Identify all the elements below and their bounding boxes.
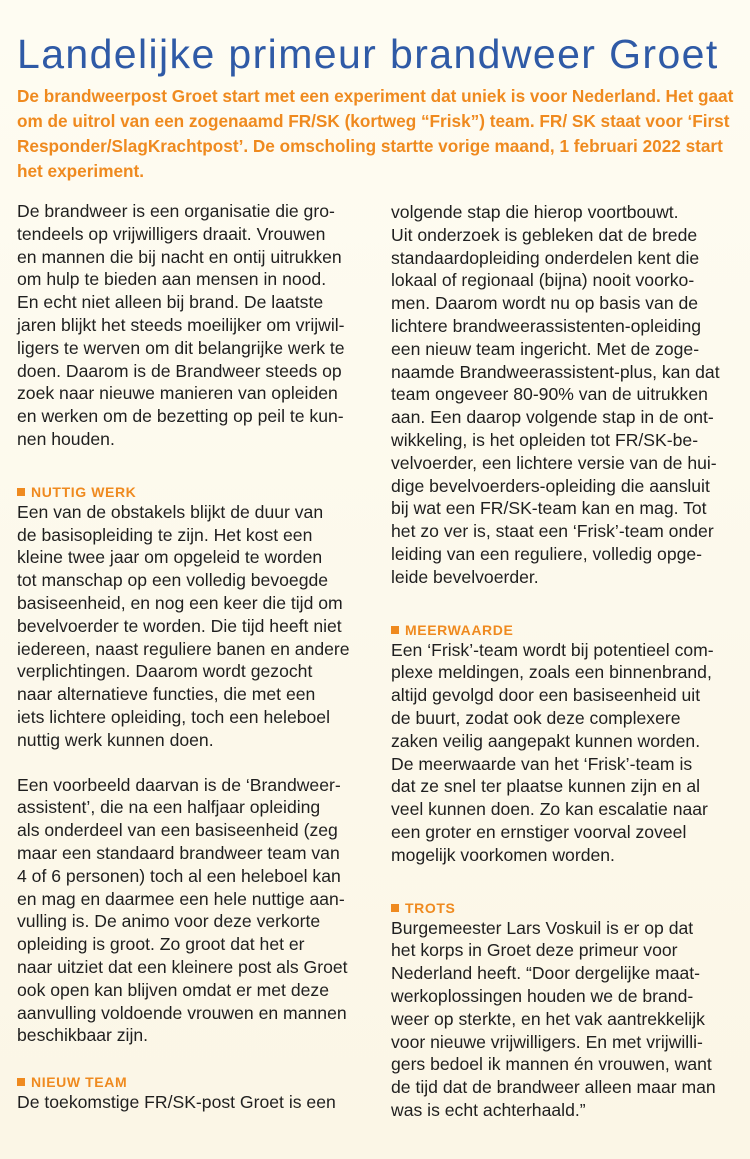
nuttig-werk-paragraph-1: Een van de obstakels blijkt de duur van de basisopleiding te zijn. Het kost een kleine twee jaar om opgeleid te worden tot manschap op een volledig bevoegde basiseenheid, en nog een keer die tijd om bevelvoerder te worden. Die tijd heeft niet iedereen, naast reguliere banen en andere verplichtingen. Daarom wordt gezocht naar alternatieve functies, die met een iets lichtere opleiding, toch een heleboel nuttig werk kunnen doen. <box>17 501 350 750</box>
section-heading-nuttig-werk: NUTTIG WERK <box>17 483 379 501</box>
bullet-square-icon <box>17 1078 25 1086</box>
section-heading-nieuw-team: NIEUW TEAM <box>17 1073 379 1091</box>
article-lead: De brandweerpost Groet start met een experiment dat uniek is voor Nederland. Het gaat om de uitrol van een zogenaamd FR/SK (kortweg “Frisk”) team. FR/ SK staat voor ‘First Responder/SlagKrachtpost’. De omscholing startte vorige maand, 1 februari 2022 start het experiment. <box>17 86 734 181</box>
right-column <box>391 201 748 1122</box>
section-spacer <box>17 451 379 483</box>
section-heading-trots: TROTS <box>391 899 748 917</box>
nuttig-werk-paragraph-2: Een voorbeeld daarvan is de ‘Brandweer- assistent’, die na een halfjaar opleiding als onderdeel van een basiseenheid (zeg maar een standaard brandweer team van 4 of 6 personen) toch al een heleboel kan en mag en daarmee een hele nuttige aan- vulling is. De animo voor deze verkorte opleiding is groot. Zo groot dat het er naar uitziet dat een kleinere post als Groet ook open kan blijven omdat er met deze aanvulling voldoende vrouwen en mannen beschikbaar zijn. <box>17 774 348 1046</box>
intro-paragraph: De brandweer is een organisatie die gro- tendeels op vrijwilligers draait. Vrouwen en mannen die bij nacht en ontij uitrukken om hulp te bieden aan mensen in nood. En echt niet alleen bij brand. De laatste jaren blijkt het steeds moeilijker om vrijwil- ligers te werven om dit belangrijke werk te doen. Daarom is de Brandweer steeds op zoek naar nieuwe manieren van opleiden en werken om de bezetting op peil te kun- nen houden. <box>17 201 345 449</box>
bullet-square-icon <box>391 626 399 634</box>
section-heading-meerwaarde: MEERWAARDE <box>391 621 748 639</box>
continued-paragraph: volgende stap die hierop voortbouwt. Uit onderzoek is gebleken dat de brede standaardopleiding onderdelen kent die lokaal of regionaal (bijna) nooit voorko- men. Daarom wordt nu op basis van de lichtere brandweerassistenten-opleiding een nieuw team ingericht. Met de zoge- naamde Brandweerassistent-plus, kan dat team ongeveer 80-90% van de uitrukken aan. Een daarop volgende stap in de ont- wikkeling, is het opleiden tot FR/SK-be- velvoerder, een lichtere versie van de hui- dige bevelvoerders-opleiding die aansluit bij wat een FR/SK-team kan en mag. Tot het zo ver is, staat een ‘Frisk’-team onder leiding van een reguliere, volledig opge- leide bevelvoerder. <box>391 202 720 587</box>
section-spacer <box>391 867 748 899</box>
meerwaarde-paragraph: Een ‘Frisk’-team wordt bij potentieel com- plexe meldingen, zoals een binnenbrand, altijd gevolgd door een basiseenheid uit de buurt, zodat ook deze complexere zaken veilig aangepakt kunnen worden. De meerwaarde van het ‘Frisk’-team is dat ze snel ter plaatse kunnen zijn en al veel kunnen doen. Zo kan escalatie naar een groter en ernstiger voorval zoveel mogelijk voorkomen worden. <box>391 639 714 865</box>
nieuw-team-paragraph: De toekomstige FR/SK-post Groet is een <box>17 1092 336 1113</box>
bullet-square-icon <box>17 488 25 496</box>
section-spacer <box>391 589 748 621</box>
article-headline: Landelijke primeur brandweer Groet <box>17 31 719 77</box>
left-column <box>17 200 379 1114</box>
section-spacer <box>17 1047 379 1073</box>
bullet-square-icon <box>391 904 399 912</box>
trots-paragraph: Burgemeester Lars Voskuil is er op dat het korps in Groet deze primeur voor Nederland heeft. “Door dergelijke maat- werkoplossingen houden we de brand- weer op sterkte, en het vak aantrekkelijk voor nieuwe vrijwilligers. En met vrijwilli- gers bedoel ik mannen én vrouwen, want de tijd dat de brandweer alleen maar man was is echt achterhaald.” <box>391 917 716 1120</box>
